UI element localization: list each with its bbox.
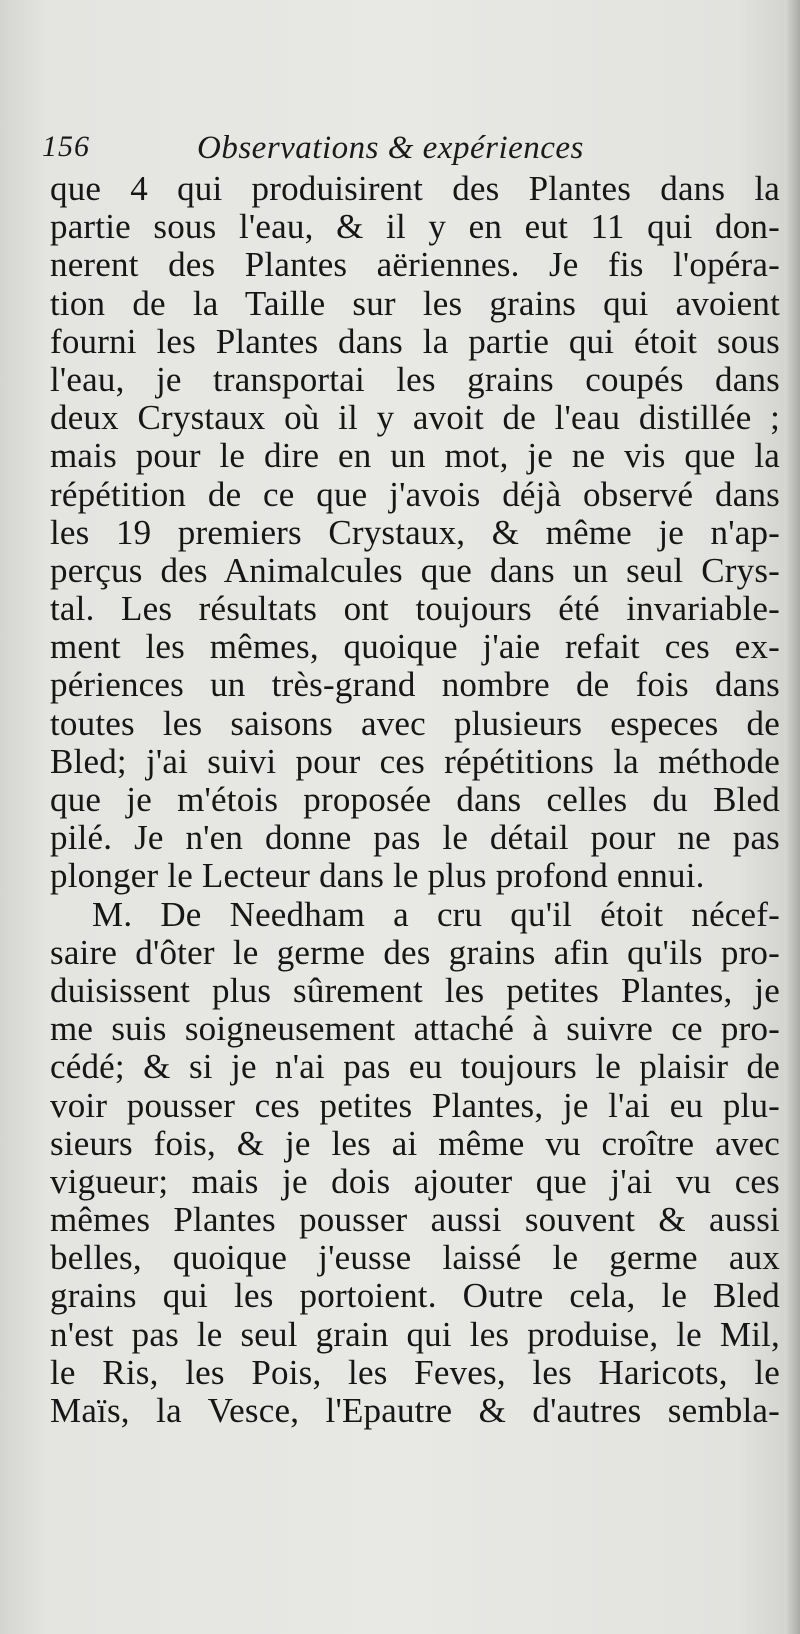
text-line: perçus des Animalcules que dans un seul Crys-	[50, 550, 780, 590]
page-edge-shadow	[786, 0, 800, 1634]
text-line: toutes les saisons avec plusieurs especes de	[50, 703, 780, 743]
text-line: tion de la Taille sur les grains qui avoient	[50, 283, 780, 323]
text-line: sieurs fois, & je les ai même vu croître avec	[50, 1123, 780, 1163]
text-line: tal. Les résultats ont toujours été invariable-	[50, 589, 780, 629]
text-line: Bled; j'ai suivi pour ces répétitions la méthode	[50, 741, 780, 781]
text-line: duisissent plus sûrement les petites Plantes, je	[50, 970, 780, 1010]
text-line: nerent des Plantes aëriennes. Je fis l'opéra-	[50, 245, 780, 285]
text-line: saire d'ôter le germe des grains afin qu'ils pro-	[50, 932, 780, 972]
text-line: que 4 qui produisirent des Plantes dans la	[50, 169, 780, 208]
text-line: cédé; & si je n'ai pas eu toujours le plaisir de	[50, 1047, 780, 1087]
text-line: deux Crystaux où il y avoit de l'eau distillée ;	[50, 398, 780, 438]
text-line: voir pousser ces petites Plantes, je l'ai eu plu-	[50, 1085, 780, 1125]
text-line: belles, quoique j'eusse laissé le germe aux	[50, 1238, 780, 1278]
text-line: partie sous l'eau, & il y en eut 11 qui don-	[50, 207, 780, 247]
text-line: Maïs, la Vesce, l'Epautre & d'autres sembla-	[50, 1391, 780, 1430]
running-head: Observations & expériences	[197, 130, 584, 166]
text-line: plonger le Lecteur dans le plus profond ennui.	[50, 856, 705, 896]
text-line: me suis soigneusement attaché à suivre ce pro-	[50, 1009, 780, 1049]
body-text	[50, 170, 780, 1430]
text-line: mêmes Plantes pousser aussi souvent & aussi	[50, 1200, 780, 1240]
text-line: fourni les Plantes dans la partie qui étoit sous	[50, 321, 780, 361]
text-line: périences un très-grand nombre de fois dans	[50, 665, 780, 705]
text-line: le Ris, les Pois, les Feves, les Haricots, le	[50, 1352, 780, 1392]
text-line: répétition de ce que j'avois déjà observé dans	[50, 474, 780, 514]
text-line: pilé. Je n'en donne pas le détail pour ne pas	[50, 818, 780, 858]
page-number: 156	[42, 130, 90, 163]
text-line: grains qui les portoient. Outre cela, le Bled	[50, 1276, 780, 1316]
text-line: que je m'étois proposée dans celles du Bled	[50, 780, 780, 819]
text-line: mais pour le dire en un mot, je ne vis que la	[50, 436, 780, 476]
text-line: ment les mêmes, quoique j'aie refait ces ex-	[50, 627, 780, 667]
text-line: vigueur; mais je dois ajouter que j'ai vu ces	[50, 1161, 780, 1201]
text-line: les 19 premiers Crystaux, & même je n'ap-	[50, 512, 780, 552]
text-line: n'est pas le seul grain qui les produise, le Mil,	[50, 1314, 780, 1354]
text-line: l'eau, je transportai les grains coupés dans	[50, 359, 780, 399]
text-line: M. De Needham a cru qu'il étoit nécef-	[92, 894, 780, 934]
